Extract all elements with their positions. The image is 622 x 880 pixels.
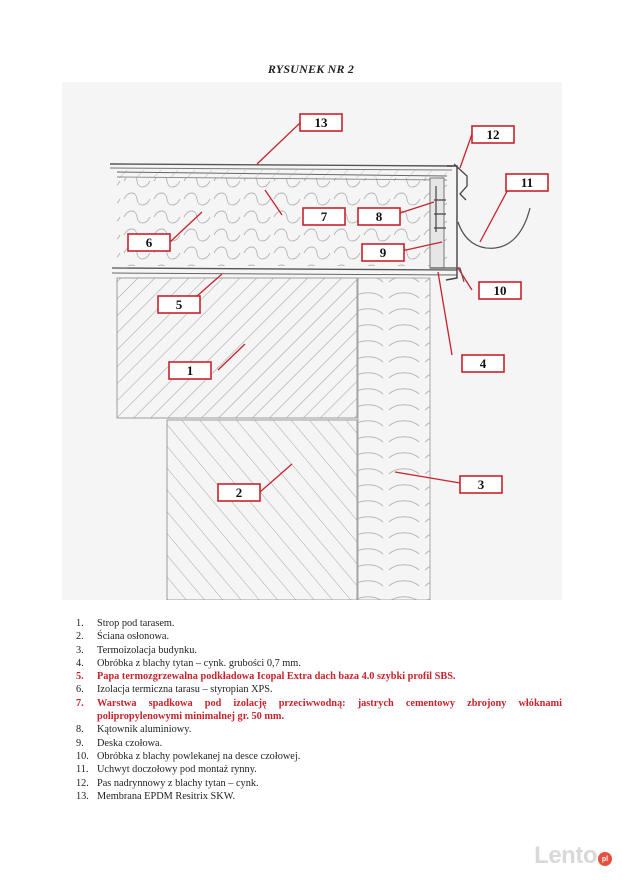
curtain-wall bbox=[167, 420, 357, 600]
legend-item: 11. Uchwyt doczołowy pod montaż rynny. bbox=[76, 764, 257, 776]
legend-list bbox=[76, 617, 562, 803]
legend-item: 12. Pas nadrynnowy z blachy tytan – cynk. bbox=[76, 777, 259, 789]
legend-item-highlighted: 5. Papa termozgrzewalna podkładowa Icopal Extra dach baza 4.0 szybki profil SBS. bbox=[76, 671, 456, 683]
floor-slab bbox=[117, 278, 357, 418]
callout-1-label: 1 bbox=[186, 363, 194, 378]
legend-item: 10. Obróbka z blachy powlekanej na desce czołowej. bbox=[76, 750, 301, 762]
callout-6-label: 6 bbox=[145, 235, 153, 250]
callout-7-label: 7 bbox=[320, 209, 328, 224]
callout-10-label: 10 bbox=[493, 283, 507, 298]
callout-12-label: 12 bbox=[486, 127, 500, 142]
callout-9-label: 9 bbox=[379, 245, 387, 260]
watermark-text: Lento bbox=[534, 842, 597, 869]
legend-item: 1. Strop pod tarasem. bbox=[76, 618, 175, 629]
legend-item: 9. Deska czołowa. bbox=[76, 737, 163, 749]
callout-5-label: 5 bbox=[175, 297, 183, 312]
callout-13-label: 13 bbox=[314, 115, 328, 130]
callout-2-label: 2 bbox=[235, 485, 243, 500]
building-insulation bbox=[358, 278, 430, 600]
callout-4-label: 4 bbox=[479, 356, 487, 371]
legend-item: 2. Ściana osłonowa. bbox=[76, 631, 170, 643]
legend-item: 4. Obróbka z blachy tytan – cynk. grubości 0,7 mm. bbox=[76, 657, 301, 669]
drawing-title: RYSUNEK NR 2 bbox=[267, 62, 355, 76]
callout-8-label: 8 bbox=[375, 209, 383, 224]
watermark-logo bbox=[534, 842, 612, 870]
fascia-board bbox=[430, 178, 444, 268]
legend-item: 13. Membrana EPDM Resitrix SKW. bbox=[76, 790, 236, 802]
callout-11-label: 11 bbox=[520, 175, 534, 190]
legend-item: 3. Termoizolacja budynku. bbox=[76, 644, 197, 656]
watermark-badge: pl bbox=[598, 852, 612, 866]
legend-item: 6. Izolacja termiczna tarasu – styropian XPS. bbox=[76, 684, 273, 696]
construction-drawing bbox=[62, 82, 562, 600]
legend-item: 8. Kątownik aluminiowy. bbox=[76, 724, 192, 736]
legend-item-highlighted: 7. Warstwa spadkowa pod izolację przeciwwodną: jastrych cementowy zbrojony włóknami polipropylenowymi minimalnej gr. 50 mm. bbox=[76, 697, 562, 723]
callout-3-label: 3 bbox=[477, 477, 485, 492]
